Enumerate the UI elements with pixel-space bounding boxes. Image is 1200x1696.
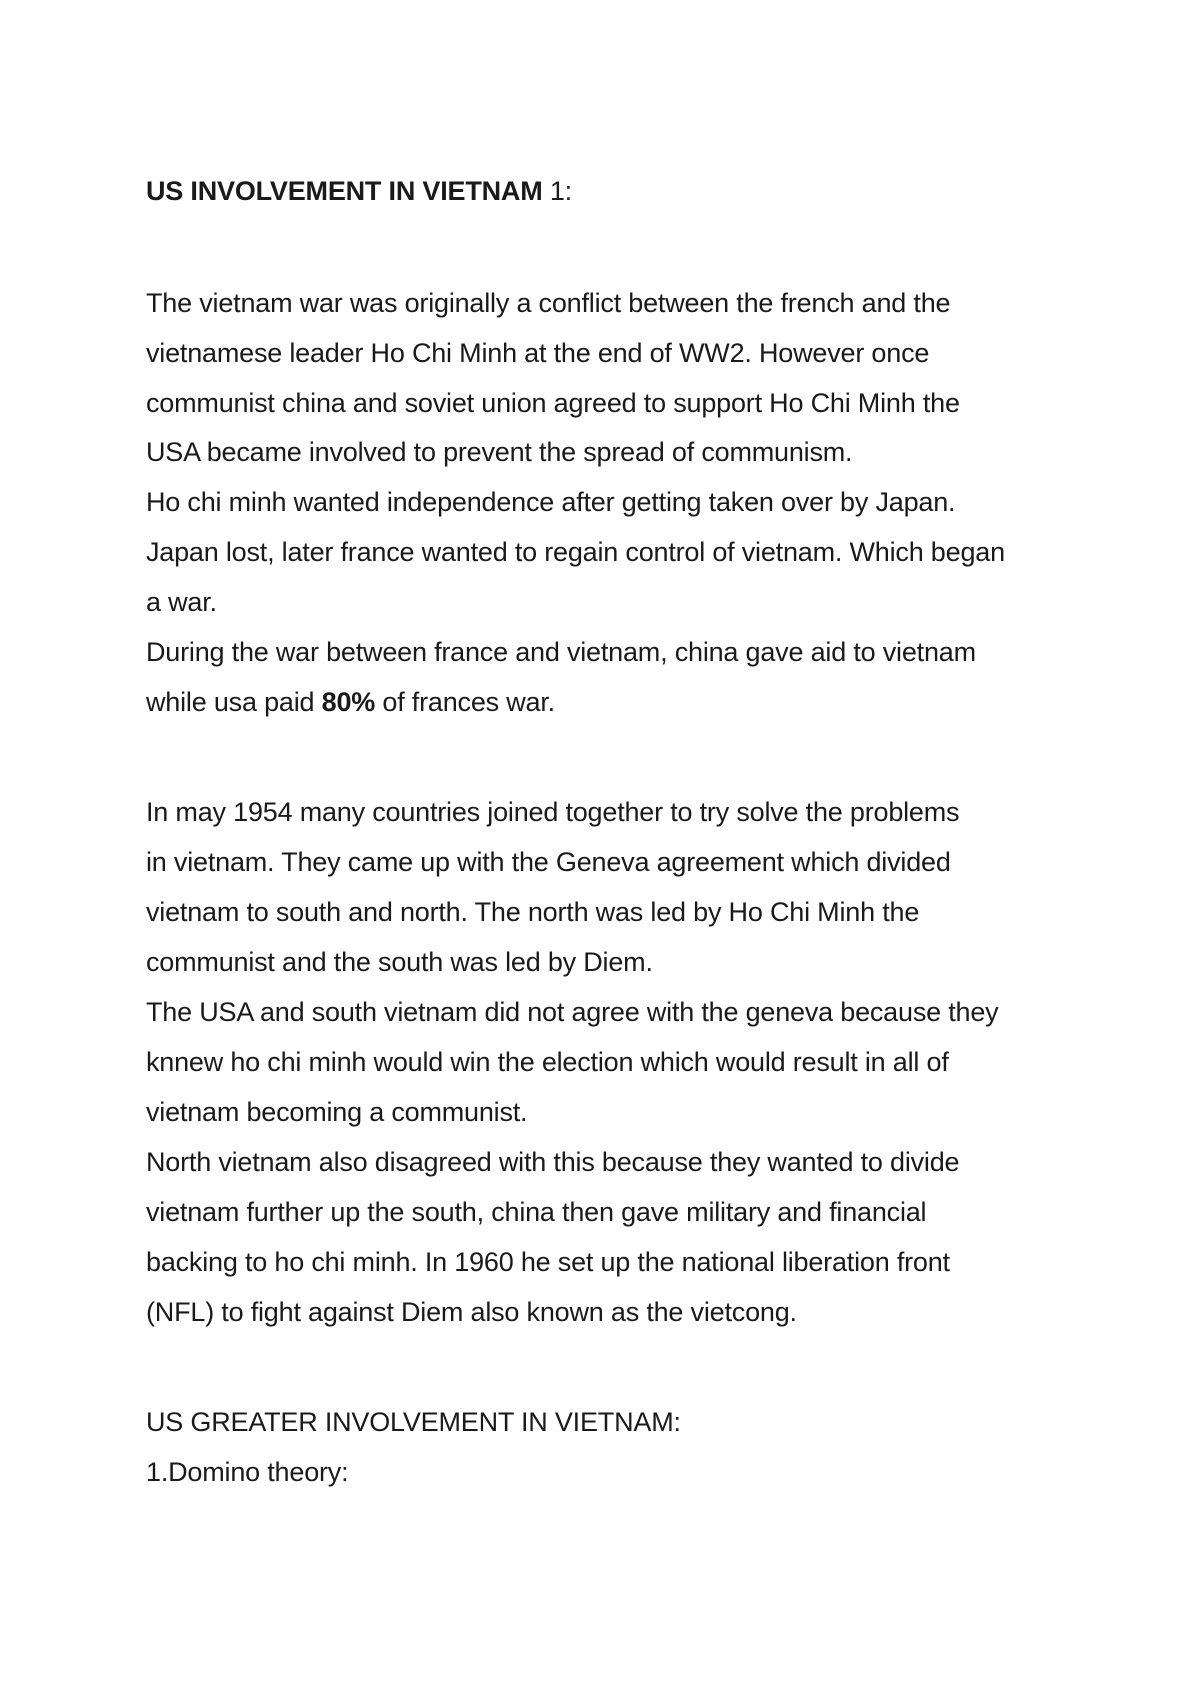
heading-suffix-text: 1:	[542, 176, 572, 206]
paragraph-line: vietnam further up the south, china then gave military and financial	[146, 1197, 927, 1227]
bold-percentage: 80%	[321, 687, 376, 717]
paragraph-line: communist china and soviet union agreed to support Ho Chi Minh the	[146, 388, 960, 418]
paragraph-line: communist and the south was led by Diem.	[146, 947, 653, 977]
paragraph-line: Ho chi minh wanted independence after getting taken over by Japan.	[146, 487, 956, 517]
list-item: 1.Domino theory:	[146, 1457, 349, 1487]
section-heading: US GREATER INVOLVEMENT IN VIETNAM:	[146, 1407, 681, 1437]
paragraph-line: vietnam becoming a communist.	[146, 1097, 528, 1127]
paragraph-line: In may 1954 many countries joined together to try solve the problems	[146, 797, 960, 827]
paragraph-line: The USA and south vietnam did not agree with the geneva because they	[146, 997, 999, 1027]
document-heading	[146, 178, 572, 205]
paragraph-line: The vietnam war was originally a conflict between the french and the	[146, 288, 951, 318]
paragraph-line: in vietnam. They came up with the Geneva agreement which divided	[146, 847, 951, 877]
paragraph-line: backing to ho chi minh. In 1960 he set up the national liberation front	[146, 1247, 950, 1277]
paragraph-line: Japan lost, later france wanted to regain control of vietnam. Which began	[146, 537, 1005, 567]
paragraph-line: a war.	[146, 587, 217, 617]
line-text: of frances war.	[375, 687, 555, 717]
line-text: while usa paid	[146, 687, 322, 717]
paragraph-line	[146, 689, 555, 716]
paragraph-line: knnew ho chi minh would win the election which would result in all of	[146, 1047, 949, 1077]
paragraph-line: During the war between france and vietnam, china gave aid to vietnam	[146, 637, 976, 667]
paragraph-line: vietnamese leader Ho Chi Minh at the end of WW2. However once	[146, 338, 930, 368]
heading-bold-text: US INVOLVEMENT IN VIETNAM	[146, 176, 543, 206]
paragraph-line: (NFL) to fight against Diem also known as the vietcong.	[146, 1297, 797, 1327]
paragraph-line: vietnam to south and north. The north was led by Ho Chi Minh the	[146, 897, 920, 927]
paragraph-line: North vietnam also disagreed with this because they wanted to divide	[146, 1147, 960, 1177]
paragraph-line: USA became involved to prevent the spread of communism.	[146, 437, 853, 467]
